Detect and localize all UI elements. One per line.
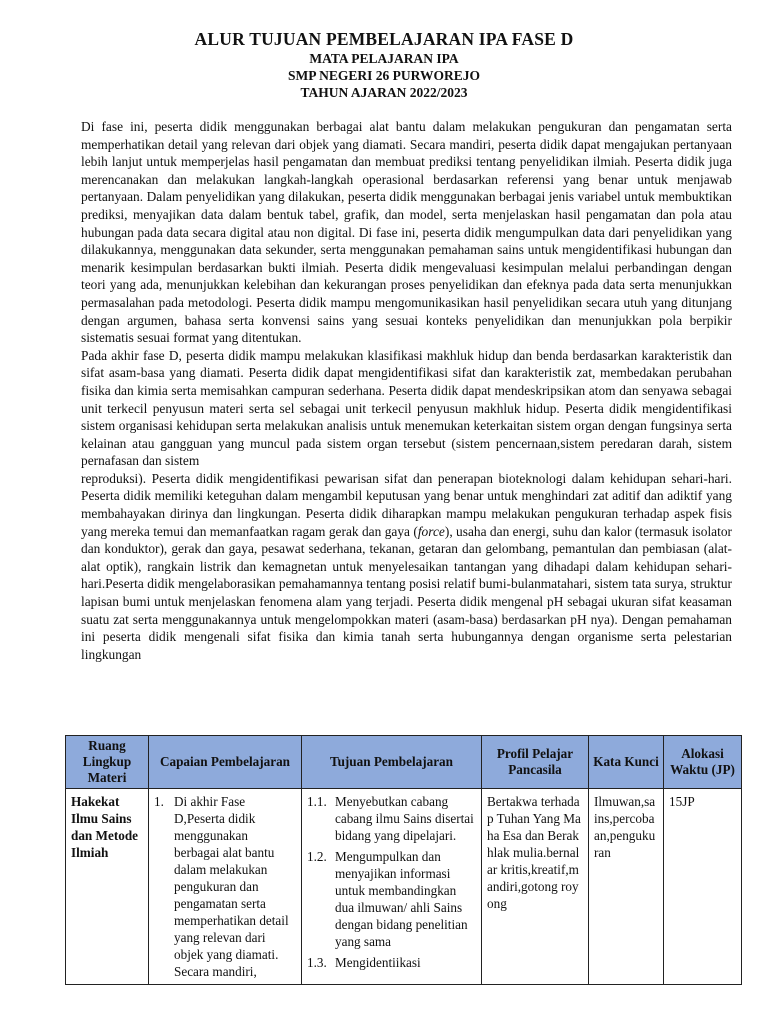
school-name: SMP NEGERI 26 PURWOREJO	[288, 68, 480, 83]
header-capaian: Capaian Pembelajaran	[149, 736, 302, 789]
capaian-number: 1.	[154, 794, 164, 809]
tujuan-item	[307, 793, 476, 844]
cell-alokasi: 15JP	[664, 789, 742, 985]
tujuan-item	[307, 954, 476, 971]
capaian-text: Di akhir Fase D,Peserta didik menggunakan berbagai alat bantu dalam melakukan pengukuran dan pengamatan serta memperhatikan detail yang relevan dari objek yang diamati. Secara mandiri,	[174, 794, 289, 979]
cell-profil: Bertakwa terhadap Tuhan Yang Maha Esa dan Berakhlak mulia.bernalar kritis,kreatif,mandiri,gotong royong	[482, 789, 589, 985]
cell-ruang-lingkup: Hakekat Ilmu Sains dan Metode Ilmiah	[66, 789, 149, 985]
capaian-item	[154, 793, 296, 980]
header-profil: Profil Pelajar Pancasila	[482, 736, 589, 789]
paragraph-fase-intro: Di fase ini, peserta didik menggunakan berbagai alat bantu dalam melakukan pengukuran dan pengamatan serta memperhatikan detail yang relevan dari objek yang diamati. Secara mandiri, peserta didik dapat mengajukan pertanyaan lebih lanjut untuk memperjelas hasil pengamatan dan membuat prediksi tentang penyelidikan ilmiah. Peserta didik juga merencanakan dan melakukan langkah-langkah operasional berdasarkan referensi yang benar untuk menjawab pertanyaan. Dalam penyelidikan yang dilakukan, peserta didik menggunakan berbagai jenis variabel untuk membuktikan prediksi, menyajikan data dalam bentuk tabel, grafik, dan model, serta menjelaskan hasil pengamatan dan pola atau hubungan pada data secara digital atau non digital. Di fase ini, peserta didik mengumpulkan data dari penyelidikan yang dilakukannya, menggunakan data sekunder, serta menggunakan pemahaman sains untuk mengidentifikasi hubungan dan menarik kesimpulan berdasarkan bukti ilmiah. Peserta didik mengevaluasi kesimpulan melalui perbandingan dengan teori yang ada, menunjukkan kelebihan dan kekurangan proses penyelidikan dan efeknya pada data serta menunjukkan permasalahan pada metodologi. Peserta didik mampu mengomunikasikan hasil penyelidikan secara utuh yang ditunjang dengan argumen, bahasa serta konvensi sains yang sesuai konteks penyelidikan dan menunjukkan pola berpikir sistematis sesuai format yang ditentukan.	[81, 119, 732, 346]
header-ruang-lingkup: Ruang Lingkup Materi	[66, 736, 149, 789]
body-text	[81, 118, 732, 663]
tujuan-text: Menyebutkan cabang cabang ilmu Sains disertai bidang yang dipelajari.	[335, 794, 474, 843]
paragraph-continuation-part2: ), usaha dan energi, suhu dan kalor (termasuk isolator dan konduktor), gerak dan gaya, pesawat sederhana, tekanan, getaran dan gelombang, pemantulan dan pembiasan (alat- alat optik), rangkain listrik dan kemagnetan untuk menyelesaikan tantangan yang dihadapi dalam kehidupan sehari-hari.Peserta didik mengelaborasikan pemahamannya tentang posisi relatif bumi-bulanmatahari, sistem tata surya, struktur lapisan bumi untuk menjelaskan fenomena alam yang terjadi. Peserta didik mengenal pH sebagai ukuran sifat keasaman suatu zat serta menggunakannya untuk mengelompokkan materi (asam-basa) berdasarkan pH nya). Dengan pemahaman ini peserta didik mengenali sifat fisika dan kimia tanah serta hubungannya dengan organisme serta pelestarian lingkungan	[81, 523, 733, 662]
tujuan-text: Mengumpulkan dan menyajikan informasi untuk membandingkan dua ilmuwan/ ahli Sains dengan bidang penelitian yang sama	[335, 849, 468, 949]
tujuan-number: 1.3.	[307, 955, 327, 970]
table-row	[66, 789, 742, 985]
paragraph-continuation	[81, 470, 732, 664]
atp-table	[65, 735, 742, 985]
document-header	[0, 28, 768, 101]
header-alokasi: Alokasi Waktu (JP)	[664, 736, 742, 789]
table-header-row	[66, 736, 742, 789]
header-kata-kunci: Kata Kunci	[589, 736, 664, 789]
cell-capaian	[149, 789, 302, 985]
cell-tujuan	[302, 789, 482, 985]
cell-kata-kunci: Ilmuwan,sains,percobaan,pengukuran	[589, 789, 664, 985]
subject-line: MATA PELAJARAN IPA	[309, 51, 459, 66]
tujuan-text: Mengidentiikasi	[335, 955, 421, 970]
force-term: force	[417, 523, 445, 539]
paragraph-akhir-fase: Pada akhir fase D, peserta didik mampu melakukan klasifikasi makhluk hidup dan benda berdasarkan karakteristik dan sifat asam-basa yang diamati. Peserta didik dapat mengidentifikasi sifat dan karakteristik zat, membedakan perubahan fisika dan kimia serta memisahkan campuran sederhana. Peserta didik dapat mendeskripsikan atom dan senyawa sebagai unit terkecil penyusun materi serta sel sebagai unit terkecil penyusun makhluk hidup. Peserta didik mengidentifikasi sistem organisasi kehidupan serta melakukan analisis untuk menemukan keterkaitan sistem organ dengan fungsinya serta kelainan atau gangguan yang muncul pada sistem organ tersebut (sistem pencernaan,sistem peredaran darah, sistem pernafasan dan sistem	[81, 347, 732, 469]
tujuan-number: 1.2.	[307, 849, 327, 864]
paragraph-continuation-part1: reproduksi). Peserta didik mengidentifikasi pewarisan sifat dan penerapan bioteknologi dalam kehidupan sehari-hari. Peserta didik memiliki keteguhan dalam mengambil keputusan yang benar untuk menghindari zat aditif dan adiktif yang membahayakan dirinya dan lingkungan. Peserta didik diharapkan mampu melakukan pengukuran terhadap aspek fisis yang mereka temui dan memanfaatkan ragam gerak dan gaya (	[81, 470, 732, 539]
document-title: ALUR TUJUAN PEMBELAJARAN IPA FASE D	[194, 29, 574, 49]
academic-year: TAHUN AJARAN 2022/2023	[300, 85, 468, 100]
tujuan-item	[307, 848, 476, 950]
tujuan-number: 1.1.	[307, 794, 327, 809]
header-tujuan: Tujuan Pembelajaran	[302, 736, 482, 789]
